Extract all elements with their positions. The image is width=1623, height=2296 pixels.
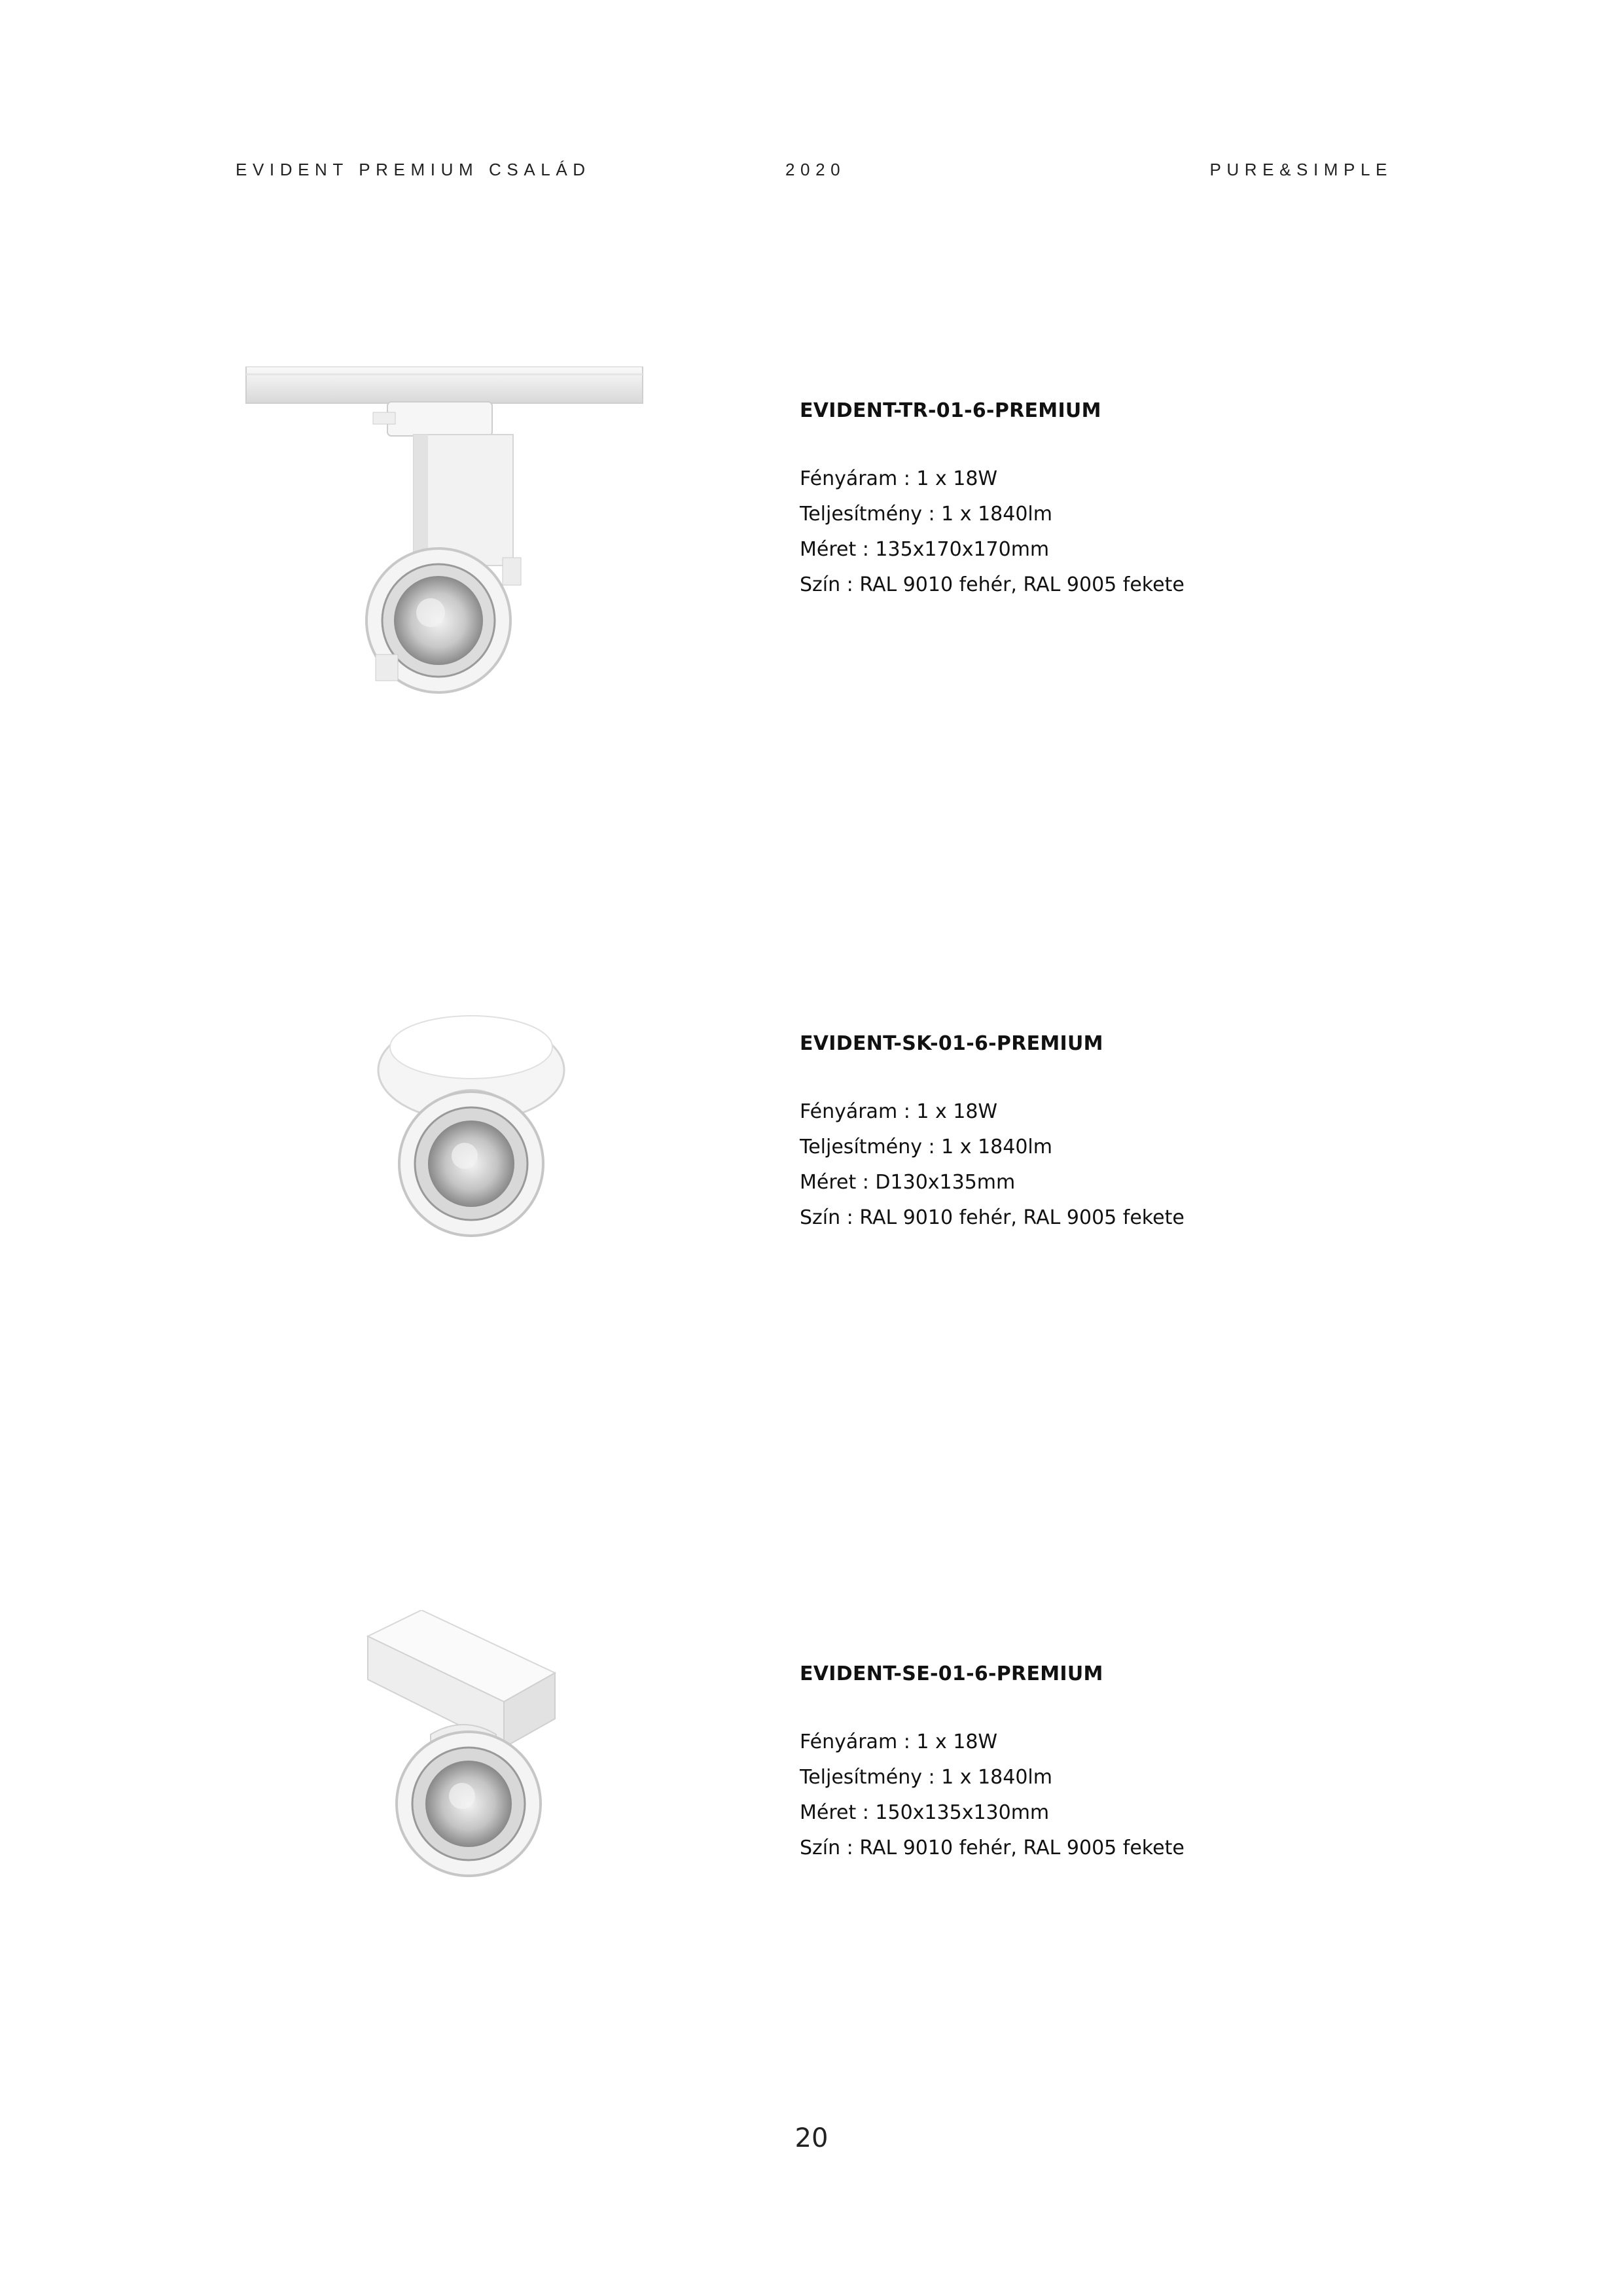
spec-power: Teljesítmény : 1 x 1840lm (800, 1766, 1052, 1789)
header-slogan: PURE&SIMPLE (1209, 160, 1393, 179)
spec-color: Szín : RAL 9010 fehér, RAL 9005 fekete (800, 573, 1185, 596)
header-family-name: EVIDENT PREMIUM CSALÁD (236, 160, 591, 179)
header-year: 2020 (785, 160, 846, 179)
product-title: EVIDENT-SK-01-6-PREMIUM (800, 1032, 1103, 1055)
spec-size: Méret : 150x135x130mm (800, 1801, 1050, 1824)
product-specs (800, 399, 1185, 603)
product-block-tr (0, 367, 1623, 733)
spec-power: Teljesítmény : 1 x 1840lm (800, 503, 1052, 526)
product-title: EVIDENT-TR-01-6-PREMIUM (800, 399, 1101, 422)
spec-size: Méret : 135x170x170mm (800, 538, 1050, 561)
spec-power: Teljesítmény : 1 x 1840lm (800, 1136, 1052, 1158)
square-ceiling-spotlight-image (359, 1610, 581, 1885)
page-number: 20 (794, 2123, 829, 2153)
product-specs (800, 1032, 1185, 1236)
track-spotlight-image (242, 367, 648, 694)
spec-color: Szín : RAL 9010 fehér, RAL 9005 fekete (800, 1837, 1185, 1859)
product-block-se (0, 1610, 1623, 1977)
spec-color: Szín : RAL 9010 fehér, RAL 9005 fekete (800, 1206, 1185, 1229)
spec-luminous-flux: Fényáram : 1 x 18W (800, 467, 998, 490)
spec-luminous-flux: Fényáram : 1 x 18W (800, 1731, 998, 1753)
product-title: EVIDENT-SE-01-6-PREMIUM (800, 1662, 1103, 1685)
spec-luminous-flux: Fényáram : 1 x 18W (800, 1100, 998, 1123)
product-specs (800, 1662, 1185, 1866)
product-block-sk (0, 1001, 1623, 1368)
round-ceiling-spotlight-image (366, 1001, 576, 1250)
spec-size: Méret : D130x135mm (800, 1171, 1016, 1194)
